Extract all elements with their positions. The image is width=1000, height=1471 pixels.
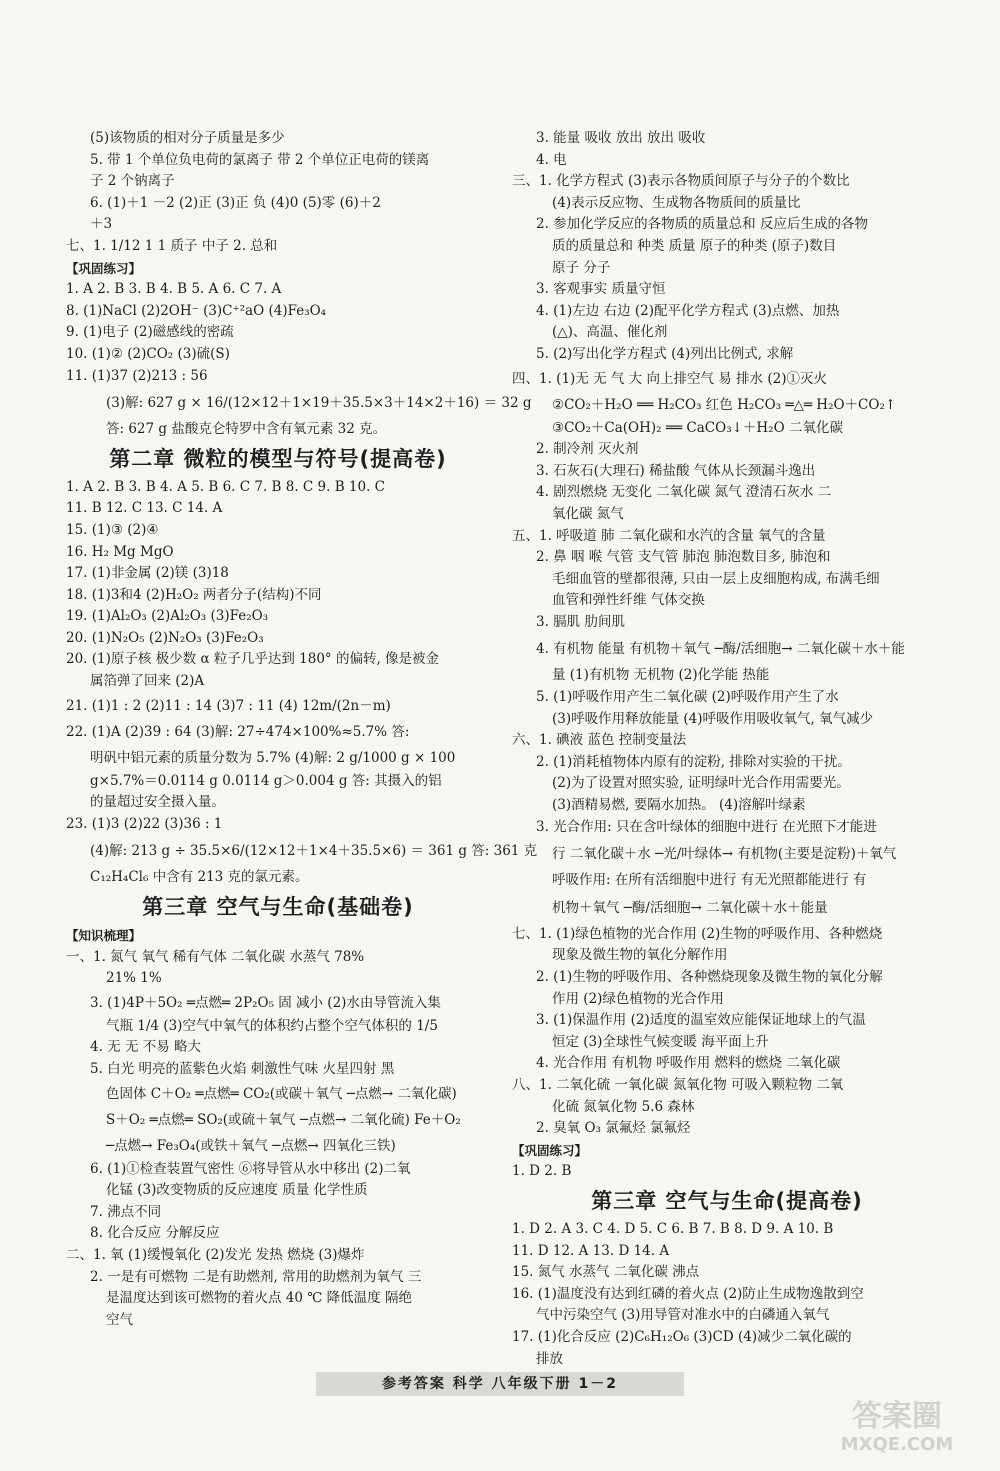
answer-line: (5)该物质的相对分子质量是多少 [90, 130, 285, 146]
answer-line: 20. (1)原子核 极少数 α 粒子几乎达到 180° 的偏转, 像是被金 [66, 651, 440, 668]
answer-line: 原子 分子 [552, 259, 611, 276]
answer-line: 10. (1)② (2)CO₂ (3)硫(S) [66, 345, 230, 362]
answer-line: 1. A 2. B 3. B 4. B 5. A 6. C 7. A [66, 281, 282, 298]
answer-line: (3)酒精易燃, 要隔水加热。 (4)溶解叶绿素 [552, 797, 806, 814]
answer-line: 毛细血管的壁都很薄, 只由一层上皮细胞构成, 布满毛细 [552, 570, 880, 587]
answer-line: 答: 627 g 盐酸克仑特罗中含有氧元素 32 克。 [106, 421, 387, 438]
answer-line: 11. B 12. C 13. C 14. A [66, 500, 223, 517]
answer-line: 化锰 (3)改变物质的反应速度 质量 化学性质 [106, 1182, 368, 1199]
answer-line: (4)表示反应物、生成物各物质间的质量比 [552, 194, 801, 211]
answer-line: 七、1. (1)绿色植物的光合作用 (2)生物的呼吸作用、各种燃烧 [512, 925, 883, 942]
answer-line: 血管和弹性纤维 气体交换 [552, 592, 705, 609]
answer-line: 子 2 个钠离子 [90, 173, 175, 190]
answer-line: 5. 带 1 个单位负电荷的氯离子 带 2 个单位正电荷的镁离 [90, 151, 430, 168]
answer-line: 4. (1)左边 右边 (2)配平化学方程式 (3)点燃、加热 [536, 302, 840, 319]
answer-line: 3. 能量 吸收 放出 放出 吸收 [536, 130, 706, 146]
answer-line: 一、1. 氮气 氧气 稀有气体 二氧化碳 水蒸气 78% [66, 948, 365, 965]
answer-line: 17. (1)化合反应 (2)C₆H₁₂O₆ (3)CD (4)减少二氧化碳的 [512, 1328, 852, 1345]
answer-line: 空气 [106, 1311, 133, 1328]
answer-line: 21% 1% [106, 970, 162, 987]
answer-line: 3. (1)4P＋5O₂ ═点燃═ 2P₂O₅ 固 减小 (2)水由导管流入集 [90, 994, 441, 1011]
chapter-heading: 第二章 微粒的模型与符号(提高卷) [109, 446, 447, 471]
answer-line: 17. (1)非金属 (2)镁 (3)18 [66, 565, 229, 582]
answer-line: 1. D 2. A 3. C 4. D 5. C 6. B 7. B 8. D 9. A 10. B [512, 1220, 834, 1237]
answer-line: 2. (1)消耗植物体内原有的淀粉, 排除对实验的干扰。 [536, 753, 851, 770]
answer-line: 3. 客观事实 质量守恒 [536, 281, 666, 298]
answer-line: (2)为了设置对照实验, 证明绿叶光合作用需要光。 [552, 775, 850, 792]
answer-line: 六、1. 碘液 蓝色 控制变量法 [512, 732, 687, 749]
answer-line: 16. H₂ Mg MgO [66, 543, 174, 560]
watermark-url: MXQE.COM [840, 1434, 954, 1455]
answer-line: C₁₂H₄Cl₆ 中含有 213 克的氯元素。 [90, 869, 309, 886]
answer-line: 色固体 C＋O₂ ═点燃═ CO₂(或碳＋氧气 ─点燃→ 二氧化碳) [106, 1085, 457, 1102]
answer-line: ③CO₂＋Ca(OH)₂ ══ CaCO₃↓＋H₂O 二氧化碳 [552, 419, 843, 436]
answer-line: 气中污染空气 (3)用导管对准水中的白磷通入氧气 [536, 1307, 830, 1324]
answer-line: 呼吸作用: 在所有活细胞中进行 有无光照都能进行 有 [552, 872, 867, 889]
answer-line: 质的质量总和 种类 质量 原子的种类 (原子)数目 [552, 237, 837, 254]
answer-line: 3. 膈肌 肋间肌 [536, 613, 625, 630]
answer-line: 五、1. 呼吸道 肺 二氧化碳和水汽的含量 氧气的含量 [512, 527, 826, 544]
answer-line: 8. 化合反应 分解反应 [90, 1225, 220, 1242]
answer-line: (3)呼吸作用释放能量 (4)呼吸作用吸收氧气, 氧气减少 [552, 710, 874, 727]
answer-line: 16. (1)温度没有达到红磷的着火点 (2)防止生成物逸散到空 [512, 1285, 864, 1302]
answer-line: 二、1. 氧 (1)缓慢氧化 (2)发光 发热 燃烧 (3)爆炸 [66, 1246, 365, 1263]
answer-line: 15. (1)③ (2)④ [66, 521, 159, 538]
answer-line: 2. (1)生物的呼吸作用、各种燃烧现象及微生物的氧化分解 [536, 969, 883, 985]
answer-line: 4. 无 无 不易 略大 [90, 1039, 202, 1056]
answer-line: 15. 氮气 水蒸气 二氧化碳 沸点 [512, 1264, 700, 1281]
answer-line: g×5.7%＝0.0114 g 0.0114 g＞0.004 g 答: 其摄入的铝 [90, 772, 442, 789]
answer-line: 3. (1)保温作用 (2)适度的温室效应能保证地球上的气温 [536, 1012, 866, 1029]
page-footer: 参考答案 科学 八年级下册 1－2 [316, 1372, 684, 1396]
answer-line: 18. (1)3和4 (2)H₂O₂ 两者分子(结构)不同 [66, 586, 322, 603]
answer-line: (4)解: 213 g ÷ 35.5×6/(12×12＋1×4＋35.5×6) ＝ 361 g 答: 361 克 [90, 843, 538, 860]
answer-line: 5. (1)呼吸作用产生二氧化碳 (2)呼吸作用产生了水 [536, 689, 839, 706]
answer-line: 19. (1)Al₂O₃ (2)Al₂O₃ (3)Fe₂O₃ [66, 608, 269, 625]
answer-line: 量 (1)有机物 无机物 (2)化学能 热能 [552, 667, 770, 684]
answer-line: 恒定 (3)全球性气候变暖 海平面上升 [552, 1033, 769, 1050]
watermark-text: 答案圈 [852, 1399, 942, 1434]
answer-line: 7. 沸点不同 [90, 1203, 162, 1220]
answer-line: 四、1. (1)无 无 气 大 向上排空气 易 排水 (2)①灭火 [512, 370, 827, 387]
answer-line: 2. 制冷剂 灭火剂 [536, 441, 639, 458]
answer-line: 20. (1)N₂O₅ (2)N₂O₃ (3)Fe₂O₃ [66, 629, 264, 646]
watermark-logo [822, 1400, 972, 1462]
chapter-heading: 第三章 空气与生命(提高卷) [591, 1188, 863, 1213]
answer-line: 3. 光合作用: 只在含叶绿体的细胞中进行 在光照下才能进 [536, 818, 877, 835]
answer-line: 5. 白光 明亮的蓝紫色火焰 刺激性气味 火星四射 黑 [90, 1061, 395, 1077]
answer-line: 氧化碳 氮气 [552, 505, 624, 522]
left-column [66, 128, 538, 1331]
answer-line: ＋3 [90, 216, 113, 233]
answer-line: (△)、高温、催化剂 [552, 324, 668, 341]
answer-line: 21. (1)1 : 2 (2)11 : 14 (3)7 : 11 (4) 12m/(2n－m) [66, 697, 391, 714]
answer-line: 3. 石灰石(大理石) 稀盐酸 气体从长颈漏斗逸出 [536, 462, 816, 479]
section-tag: 【巩固练习】 [66, 260, 142, 276]
answer-line: 8. (1)NaCl (2)2OH⁻ (3)C⁺²aO (4)Fe₃O₄ [66, 302, 327, 319]
answer-line: 11. (1)37 (2)213 : 56 [66, 367, 208, 384]
answer-line: 排放 [536, 1350, 563, 1367]
answer-line: 现象及微生物的氧化分解作用 [552, 947, 728, 964]
answer-line: 4. 剧烈燃烧 无变化 二氧化碳 氮气 澄清石灰水 二 [536, 484, 832, 501]
answer-line: 22. (1)A (2)39 : 64 (3)解: 27÷474×100%≈5.7% 答: [66, 723, 410, 740]
section-tag: 【知识梳理】 [66, 928, 142, 944]
answer-line: 2. 臭氧 O₃ 氯氟烃 氯氟烃 [536, 1120, 691, 1137]
answer-line: 是温度达到该可燃物的着火点 40 ℃ 降低温度 隔绝 [106, 1290, 412, 1307]
answer-line: 23. (1)3 (2)22 (3)36 : 1 [66, 815, 223, 832]
answer-line: 9. (1)电子 (2)磁感线的密疏 [66, 324, 234, 341]
answer-line: 6. (1)＋1 －2 (2)正 (3)正 负 (4)0 (5)零 (6)＋2 [90, 194, 381, 211]
right-column [512, 128, 942, 1370]
answer-line: 5. (2)写出化学方程式 (4)列出比例式, 求解 [536, 345, 794, 362]
answer-line: 2. 鼻 咽 喉 气管 支气管 肺泡 肺泡数目多, 肺泡和 [536, 549, 831, 566]
answer-line: 机物＋氧气 ─酶/活细胞→ 二氧化碳＋水＋能量 [552, 899, 828, 916]
answer-line: (3)解: 627 g × 16/(12×12＋1×19＋35.5×3＋14×2＋16) ＝ 32 g [106, 395, 532, 412]
answer-line: 行 二氧化碳＋水 ─光/叶绿体→ 有机物(主要是淀粉)＋氧气 [552, 846, 897, 863]
answer-line: 化硫 氮氧化物 5.6 森林 [552, 1098, 695, 1115]
answer-line: 1. A 2. B 3. B 4. A 5. B 6. C 7. B 8. C 9. B 10. C [66, 478, 386, 495]
answer-line: 1. D 2. B [512, 1163, 572, 1180]
chapter-heading: 第三章 空气与生命(基础卷) [142, 895, 414, 920]
answer-line: 11. D 12. A 13. D 14. A [512, 1242, 670, 1259]
answer-line: 4. 电 [536, 151, 567, 168]
answer-line: 6. (1)①检查装置气密性 ⑥将导管从水中移出 (2)二氧 [90, 1160, 411, 1177]
answer-line: 七、1. 1/12 1 1 质子 中子 2. 总和 [66, 237, 278, 254]
answer-line: S＋O₂ ═点燃═ SO₂(或硫＋氧气 ─点燃→ 二氧化硫) Fe＋O₂ [106, 1111, 461, 1128]
answer-line: 作用 (2)绿色植物的光合作用 [552, 990, 724, 1007]
answer-line: 八、1. 二氧化硫 一氧化碳 氮氧化物 可吸入颗粒物 二氧 [512, 1076, 844, 1093]
answer-line: 三、1. 化学方程式 (3)表示各物质间原子与分子的个数比 [512, 173, 850, 190]
answer-line: ─点燃→ Fe₃O₄(或铁＋氧气 ─点燃→ 四氧化三铁) [106, 1137, 396, 1154]
answer-line: 2. 参加化学反应的各物质的质量总和 反应后生成的各物 [536, 216, 868, 233]
answer-line: 属箔弹了回来 (2)A [90, 673, 205, 690]
answer-line: 的量超过安全摄入量。 [90, 794, 225, 811]
answer-line: 4. 光合作用 有机物 呼吸作用 燃料的燃烧 二氧化碳 [536, 1055, 841, 1072]
answer-line: 4. 有机物 能量 有机物＋氧气 ─酶/活细胞→ 二氧化碳＋水＋能 [536, 641, 905, 658]
answer-line: 气瓶 1/4 (3)空气中氧气的体积约占整个空气体积的 1/5 [106, 1017, 438, 1034]
answer-line: 明矾中铝元素的质量分数为 5.7% (4)解: 2 g/1000 g × 100 [90, 749, 456, 766]
answer-line: 2. 一是有可燃物 二是有助燃剂, 常用的助燃剂为氧气 三 [90, 1268, 422, 1285]
section-tag: 【巩固练习】 [512, 1142, 588, 1158]
answer-line: ②CO₂＋H₂O ══ H₂CO₃ 红色 H₂CO₃ ═△═ H₂O＋CO₂↑ [552, 396, 897, 413]
